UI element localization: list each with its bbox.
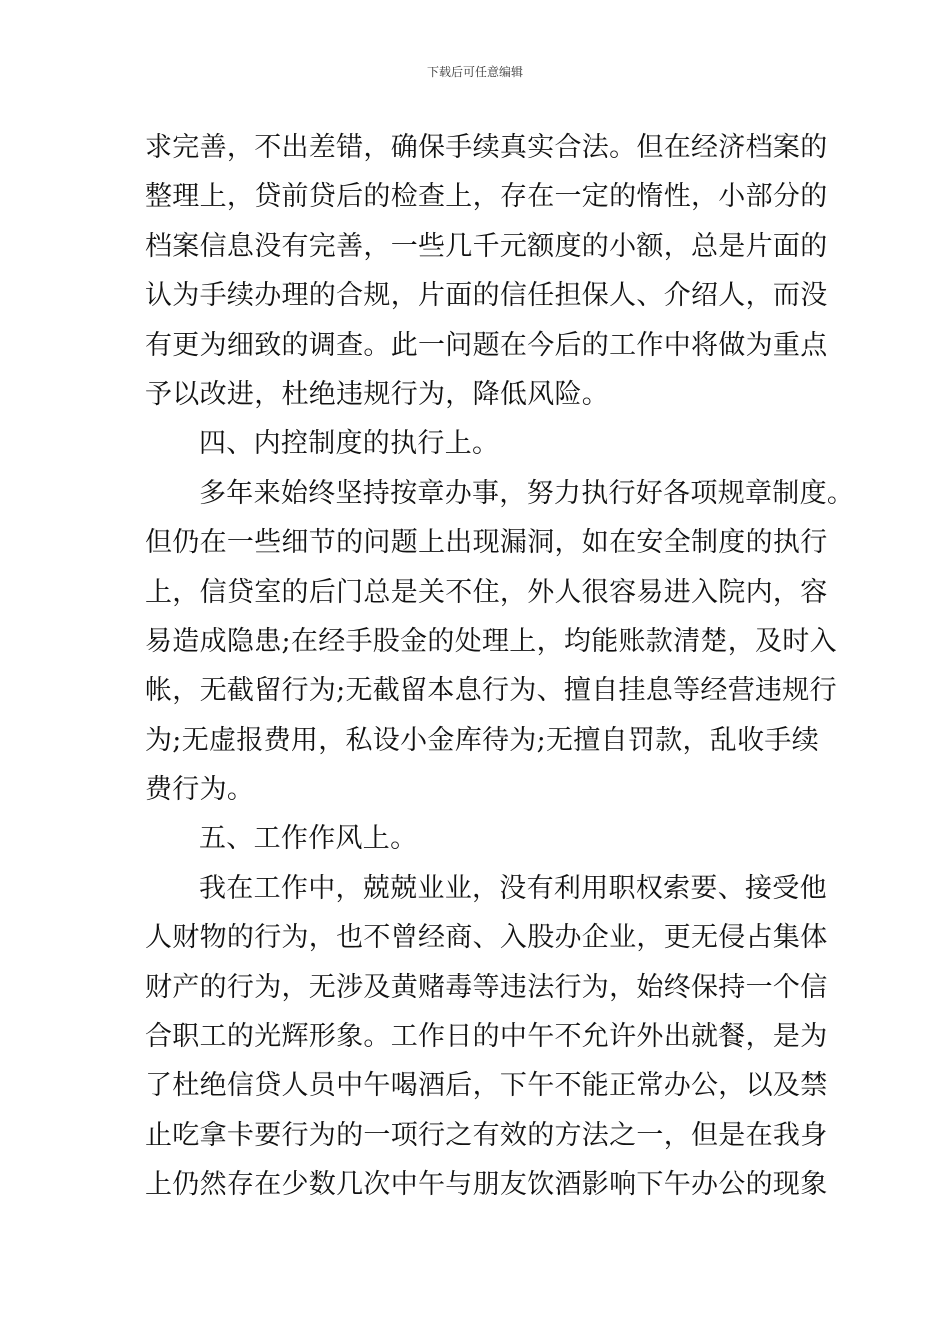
body-line: 上仍然存在少数几次中午与朋友饮酒影响下午办公的现象 <box>145 1169 828 1201</box>
body-line: 有更为细致的调查。此一问题在今后的工作中将做为重点 <box>145 329 828 361</box>
body-line: 认为手续办理的合规，片面的信任担保人、介绍人，而没 <box>145 280 828 312</box>
body-line: 帐，无截留行为;无截留本息行为、擅自挂息等经营违规行 <box>145 675 837 707</box>
body-line: 求完善，不出差错，确保手续真实合法。但在经济档案的 <box>145 132 828 163</box>
body-line: 人财物的行为，也不曾经商、入股办企业，更无侵占集体 <box>145 922 828 954</box>
body-line: 合职工的光辉形象。工作日的中午不允许外出就餐，是为 <box>145 1021 828 1053</box>
section-heading-work-style: 五、工作作风上。 <box>199 823 418 855</box>
body-line: 易造成隐患;在经手股金的处理上，均能账款清楚，及时入 <box>145 625 837 657</box>
paragraph-first-line: 多年来始终坚持按章办事，努力执行好各项规章制度。 <box>199 477 855 509</box>
paragraph-first-line: 我在工作中，兢兢业业，没有利用职权索要、接受他 <box>199 872 827 904</box>
body-line: 但仍在一些细节的问题上出现漏洞，如在安全制度的执行 <box>145 527 828 559</box>
document-body <box>145 123 855 1210</box>
body-line: 费行为。 <box>145 774 255 806</box>
section-heading-internal-control: 四、内控制度的执行上。 <box>199 428 500 460</box>
body-line: 了杜绝信贷人员中午喝酒后，下午不能正常办公，以及禁 <box>145 1070 828 1102</box>
body-line: 上，信贷室的后门总是关不住，外人很容易进入院内，容 <box>145 576 828 608</box>
body-line: 财产的行为，无涉及黄赌毒等违法行为，始终保持一个信 <box>145 971 828 1003</box>
page-header: 下载后可任意编辑 <box>426 65 523 79</box>
body-line: 为;无虚报费用，私设小金库待为;无擅自罚款，乱收手续 <box>145 724 819 756</box>
body-line: 档案信息没有完善，一些几千元额度的小额，总是片面的 <box>145 230 828 262</box>
body-line: 整理上，贷前贷后的检查上，存在一定的惰性，小部分的 <box>145 181 828 213</box>
body-line: 止吃拿卡要行为的一项行之有效的方法之一，但是在我身 <box>145 1119 828 1151</box>
body-line: 予以改进，杜绝违规行为，降低风险。 <box>145 378 610 410</box>
